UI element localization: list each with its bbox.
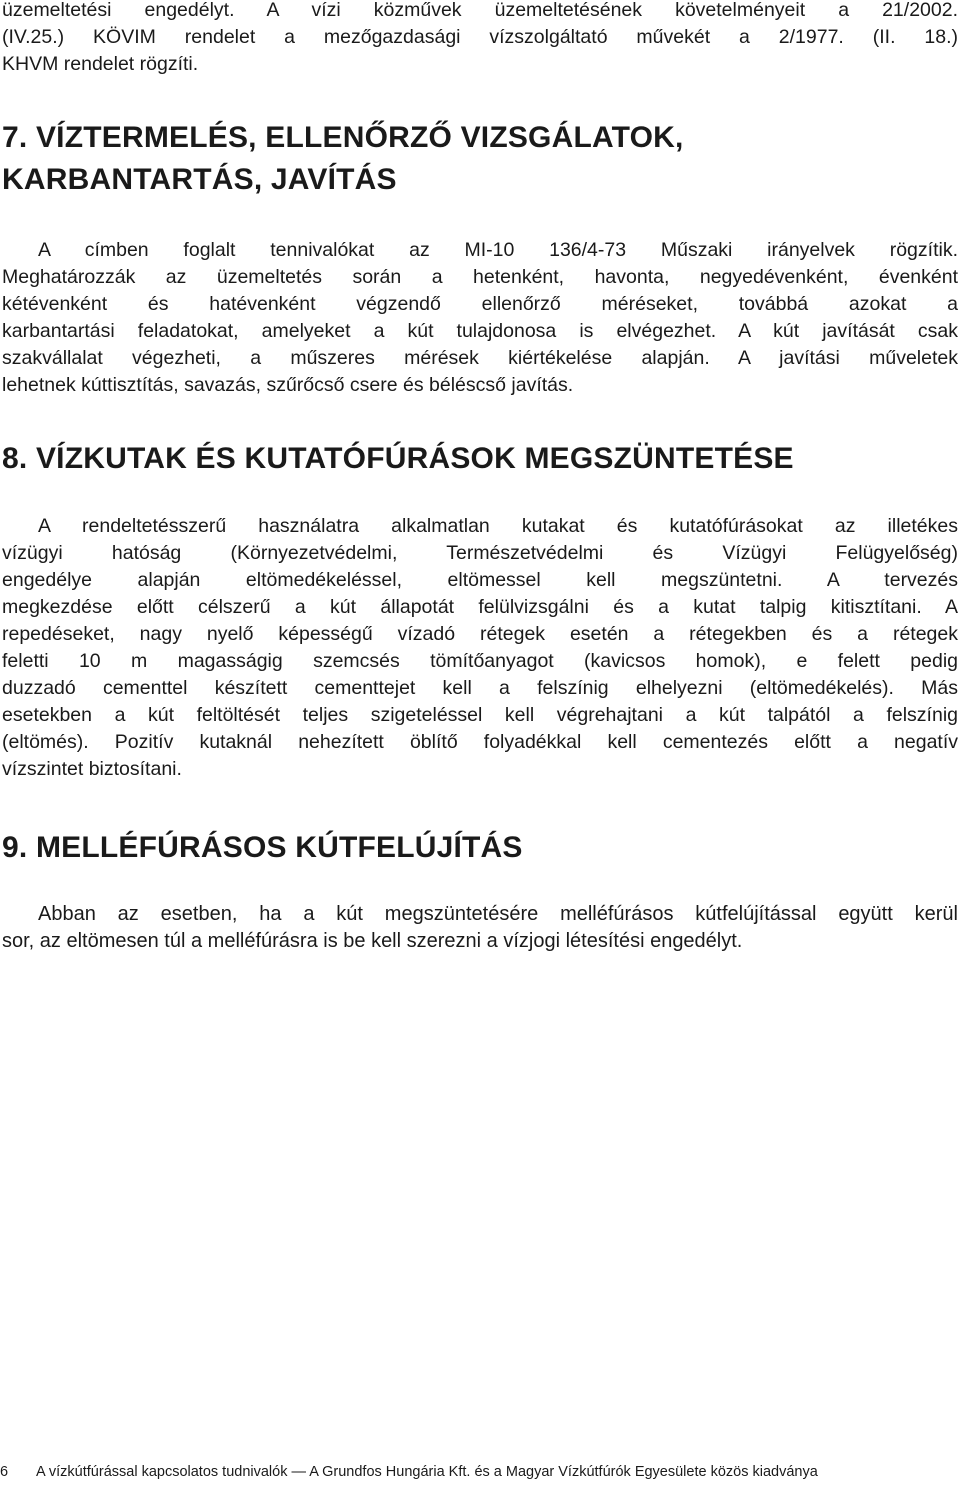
text-line: esetekben a kút feltöltését teljes szigeteléssel kell végrehajtani a kút talpától a felszínig — [2, 704, 958, 726]
section-7-heading — [2, 120, 684, 198]
text-line: feletti 10 m magasságig szemcsés tömítőanyagot (kavicsos homok), e felett pedig — [2, 650, 958, 672]
footer-text: A vízkútfúrással kapcsolatos tudnivalók — A Grundfos Hungária Kft. és a Magyar Vízkútfúrók Egyesülete közös kiadványa — [36, 1464, 818, 1480]
paragraph — [2, 237, 958, 399]
heading-line: 7. VÍZTERMELÉS, ELLENŐRZŐ VIZSGÁLATOK, — [2, 121, 684, 154]
text-line: szakvállalat végezheti, a műszeres mérések kiértékelése alapján. A javítási műveletek — [2, 347, 958, 369]
text-line: kétévenként és hatévenként végzendő ellenőrző méréseket, továbbá azokat a — [2, 293, 958, 315]
text-line: KHVM rendelet rögzíti. — [2, 53, 199, 75]
section-9-heading: 9. MELLÉFÚRÁSOS KÚTFELÚJÍTÁS — [2, 831, 523, 864]
text-line: vízügyi hatóság (Környezetvédelmi, Természetvédelmi és Vízügyi Felügyelőség) — [2, 542, 958, 564]
paragraph — [2, 513, 958, 783]
text-line: üzemeltetési engedélyt. A vízi közművek üzemeltetésének követelményeit a 21/2002. — [2, 0, 958, 21]
text-line: repedéseket, nagy nyelő képességű vízadó rétegek esetén a rétegekben és a rétegek — [2, 623, 958, 645]
intro-paragraph — [2, 0, 958, 78]
text-line: lehetnek kúttisztítás, savazás, szűrőcső csere és béléscső javítás. — [2, 374, 574, 396]
text-line: sor, az eltömesen túl a melléfúrásra is be kell szerezni a vízjogi létesítési engedélyt. — [2, 930, 743, 952]
section-8-heading: 8. VÍZKUTAK ÉS KUTATÓFÚRÁSOK MEGSZÜNTETÉSE — [2, 442, 794, 475]
heading-line: KARBANTARTÁS, JAVÍTÁS — [2, 163, 397, 196]
section-8-paragraph — [2, 513, 958, 783]
section-9-paragraph — [2, 901, 958, 955]
page-number: 6 — [0, 1464, 9, 1480]
text-line: (IV.25.) KÖVIM rendelet a mezőgazdasági vízszolgáltató művekét a 2/1977. (II. 18.) — [2, 26, 958, 48]
text-line: megkezdése előtt célszerű a kút állapotát felülvizsgálni és a kutat talpig kitisztítani. A — [2, 596, 958, 618]
paragraph — [2, 0, 958, 78]
text-line: A rendeltetésszerű használatra alkalmatlan kutakat és kutatófúrásokat az illetékes — [38, 515, 958, 537]
text-line: engedélye alapján eltömedékeléssel, eltömessel kell megszüntetni. A tervezés — [2, 569, 958, 591]
text-line: A címben foglalt tennivalókat az MI-10 136/4-73 Műszaki irányelvek rögzítik. — [38, 239, 958, 261]
text-line: Abban az esetben, ha a kút megszüntetésére melléfúrásos kútfelújítással együtt kerül — [38, 903, 958, 925]
section-7-paragraph — [2, 237, 958, 399]
text-line: (eltömés). Pozitív kutaknál nehezített öblítő folyadékkal kell cementezés előtt a negatív — [2, 731, 958, 753]
text-line: Meghatározzák az üzemeltetés során a hetenként, havonta, negyedévenként, évenként — [2, 266, 958, 288]
paragraph — [2, 901, 958, 955]
text-line: vízszintet biztosítani. — [2, 758, 182, 780]
text-line: karbantartási feladatokat, amelyeket a kút tulajdonosa is elvégezhet. A kút javítását csak — [2, 320, 958, 342]
text-line: duzzadó cementtel készített cementtejet kell a felszínig elhelyezni (eltömedékelés). Más — [2, 677, 958, 699]
